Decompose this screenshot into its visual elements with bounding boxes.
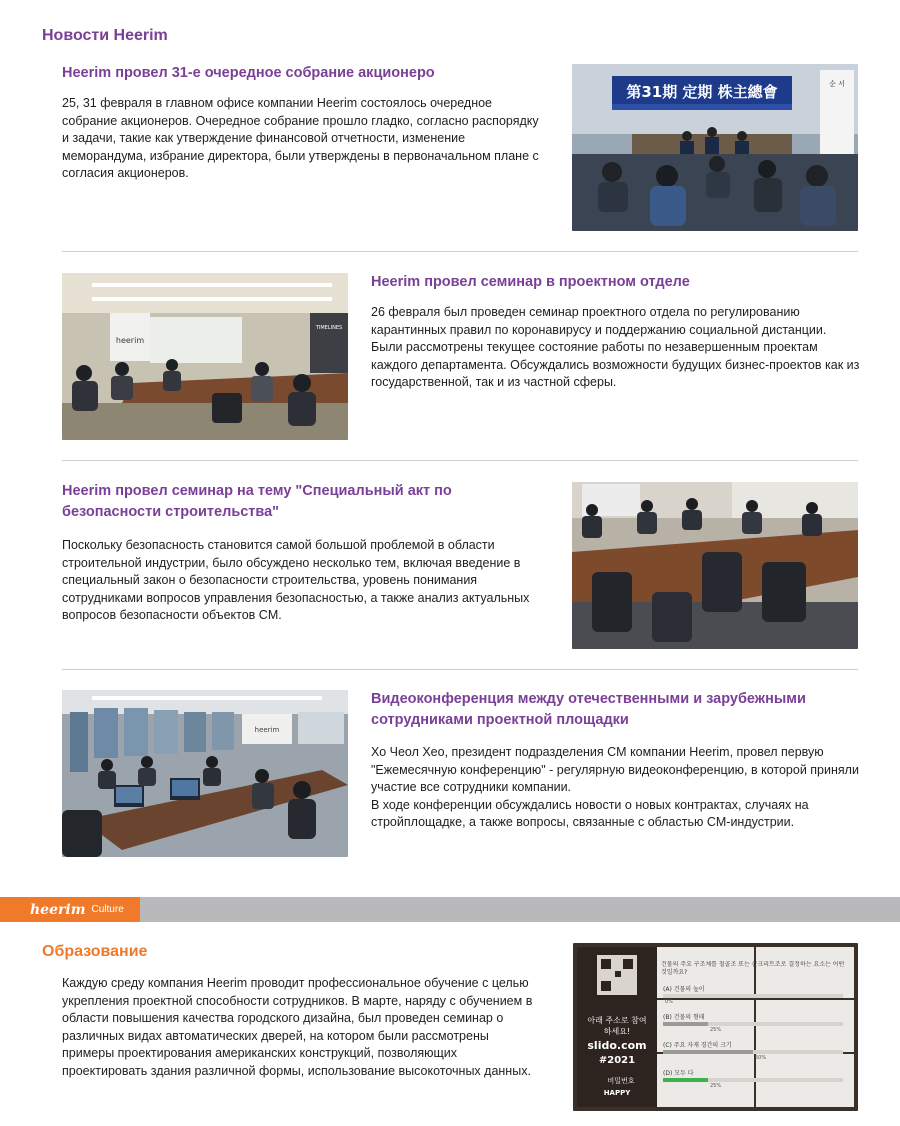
project-seminar-photo [62, 273, 348, 440]
slido-join-line-2: 하세요! [603, 1027, 631, 1036]
poll-question: 건물의 주요 구조체를 철골조 또는 콘크리트조로 결정하는 요소는 어떤 것일까요? [661, 961, 845, 976]
poll-option-label: (D) 모두 다 [663, 1070, 694, 1077]
education-title: Образование [42, 943, 148, 960]
culture-band [0, 897, 900, 922]
shareholders-meeting-photo [572, 64, 858, 231]
poll-option-label: (C) 주요 자재 경간의 크기 [663, 1042, 732, 1049]
safety-seminar-photo [572, 482, 858, 649]
article-1-body: 25, 31 февраля в главном офисе компании Heerim состоялось очередное собрание акционеров. Очередное собрание прошло гладко, согласно распорядку и задачи, такие как утверждение финансовой отчетности, изменение меморандума, избрание директора, были утверждены в первоначальном плане с согласия акционеров. [62, 96, 539, 180]
article-4-body: Хо Чеол Хео, президент подразделения CM компании Heerim, провел первую "Ежемесячную конференцию" - регулярную видеоконференцию, в которой приняли участие все сотрудники компании. В ходе конференции обсуждались новости о новых контрактах, случаях на стройплощадке, а также вопросы, связанные с областью CM-индустрии. [371, 745, 859, 829]
timeline-wall-text: TIMELINES [315, 325, 343, 331]
education-body: Каждую среду компания Heerim проводит профессиональное обучение с целью укрепления проектной способности сотрудников. В марте, наряду с обучением в области повышения качества городского дизайна, был проведен семинар о различных видах автоматических дверей, на котором были рассмотрены примеры проектирования американских конструкций, позволяющих проектировать здания различной формы, использование высокоточных данных. [62, 976, 533, 1078]
poll-bar-track [663, 994, 843, 998]
article-2-body: 26 февраля был проведен семинар проектного отдела по регулированию карантинных правил по коронавирусу и поддержанию социальной дистанции. Были рассмотрены текущее состояние работы по незавершенным проектам каждого департамента. Обсуждались возможности будущих бизнес-проектов как из государственной, так и из частной сферы. [371, 305, 860, 389]
culture-label: Culture [91, 904, 124, 915]
conference-screen-logo: heerim [254, 726, 280, 734]
divider [62, 251, 858, 252]
slido-code: #2021 [598, 1055, 636, 1066]
article-3-body: Поскольку безопасность становится самой большой проблемой в области строительной индустрии, было обсуждено несколько тем, включая введение в специальный закон о безопасности строительства, уровень понимания сотрудниками вопросов управления безопасностью, а также анализ актуальных вопросов безопасности объектов CM. [62, 538, 530, 622]
slido-url: slido.com [587, 1039, 647, 1052]
page-title: Новости Heerim [42, 27, 168, 44]
slido-happy: HAPPY [603, 1089, 631, 1097]
article-1-title: Heerim провел 31-е очередное собрание акционеро [62, 65, 435, 81]
agenda-board-text: 순 서 [829, 80, 845, 88]
poll-bar-fill [663, 1078, 708, 1082]
article-2-title: Heerim провел семинар в проектном отделе [371, 274, 690, 290]
divider [62, 669, 858, 670]
heerim-logo: heerim [30, 901, 86, 918]
poll-bar-fill [663, 1050, 753, 1054]
poll-option-percent: 25% [710, 1027, 722, 1033]
culture-tag [0, 897, 140, 922]
slido-join-line-1: 아래 주소로 참여 [587, 1016, 647, 1025]
divider [62, 460, 858, 461]
article-4-title: Видеоконференция между отечественными и зарубежными сотрудниками проектной площадки [371, 691, 806, 728]
poll-option-label: (A) 건물의 높이 [663, 986, 705, 993]
poll-option-percent: 0% [665, 999, 673, 1005]
meeting-banner-text: 第31期 定期 株主總會 [626, 83, 778, 101]
poll-bar-fill [663, 1022, 708, 1026]
education-slido-photo [573, 943, 858, 1111]
seminar-screen-logo: heerim [115, 336, 145, 345]
poll-option-percent: 25% [710, 1083, 722, 1089]
video-conference-photo [62, 690, 348, 857]
poll-option-percent: 50% [755, 1055, 767, 1061]
slido-code-label: 비밀번호 [607, 1077, 635, 1085]
poll-option-label: (B) 건물의 형태 [663, 1014, 705, 1021]
article-3-title: Heerim провел семинар на тему "Специальный акт по безопасности строительства" [62, 483, 452, 520]
